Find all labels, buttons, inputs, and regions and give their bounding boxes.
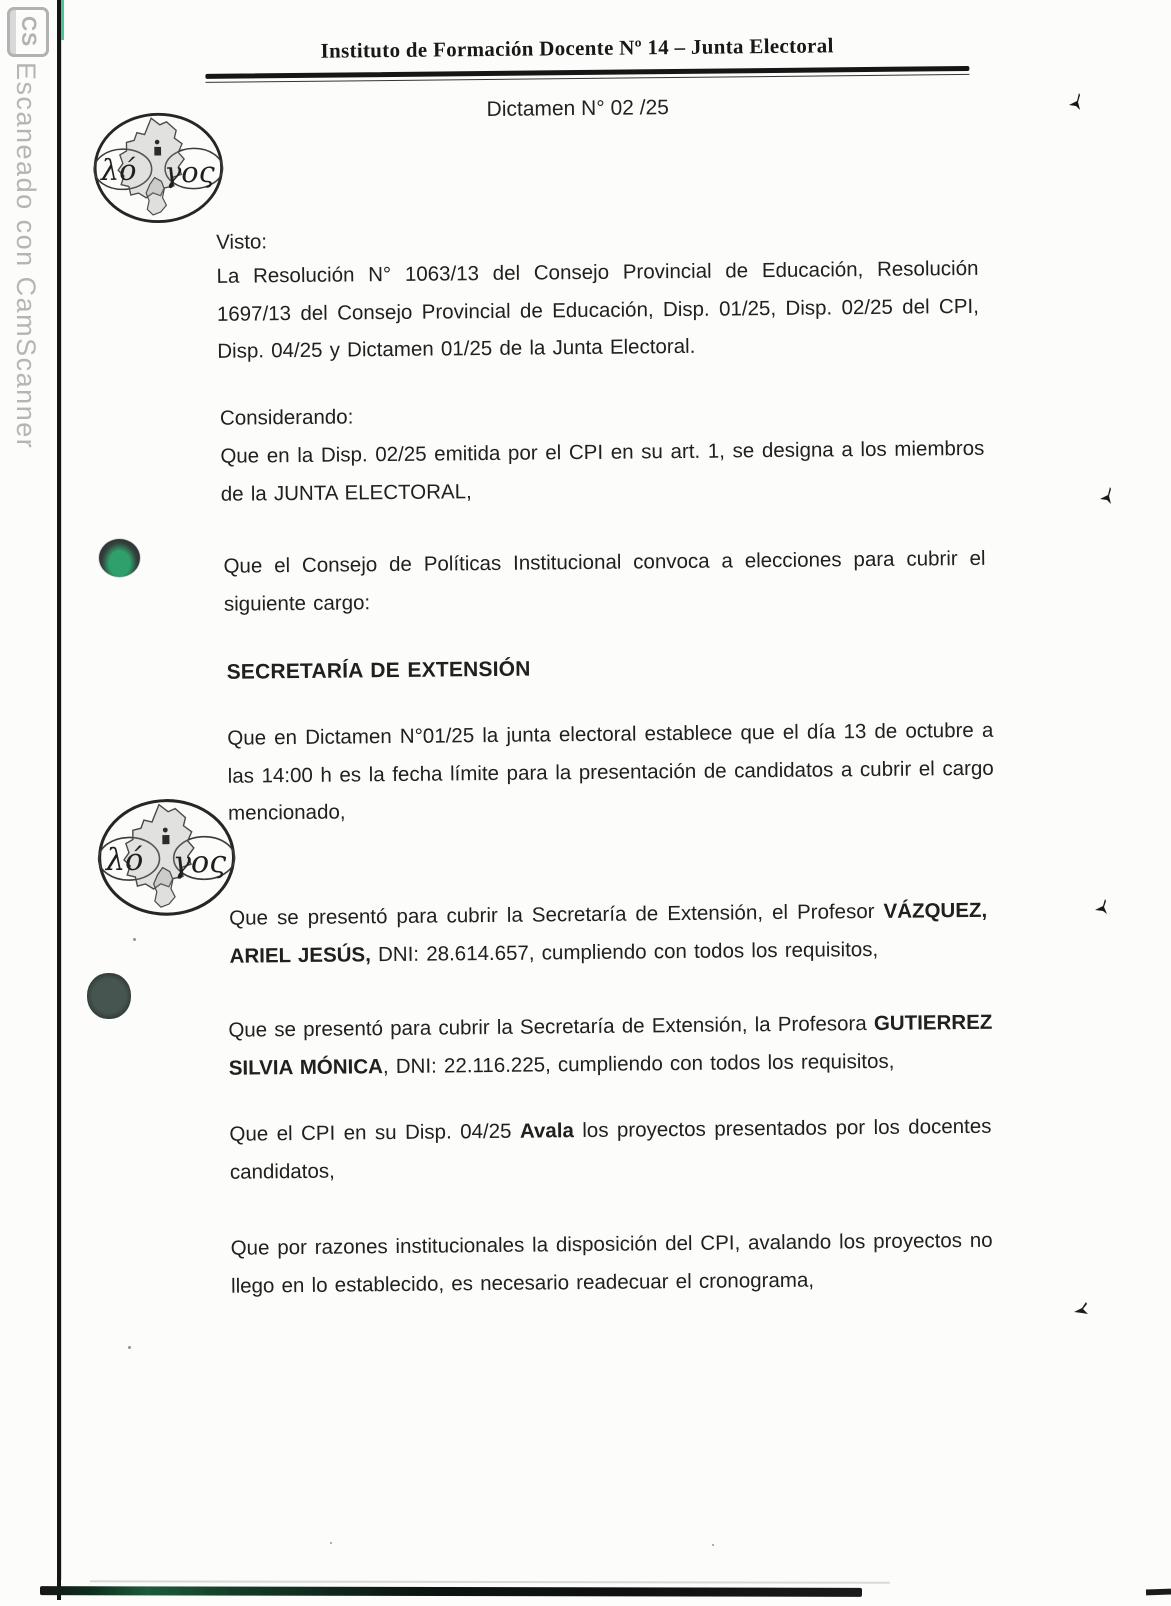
text-run: Que se presentó para cubrir la Secretaría de Extensión, el Profesor <box>229 899 884 930</box>
paragraph-designa: Que en la Disp. 02/25 emitida por el CPI en su art. 1, se designa a los miembros de la JUNTA ELECTORAL, <box>220 436 985 506</box>
text-run: Que el CPI en su Disp. 04/25 <box>229 1119 521 1146</box>
text-run: Avala <box>519 1119 574 1143</box>
paragraph-vazquez <box>229 892 988 975</box>
camscanner-badge-icon: CS <box>7 7 49 57</box>
cargo-heading: SECRETARÍA DE EXTENSIÓN <box>226 657 531 684</box>
visto-paragraph: La Resolución N° 1063/13 del Consejo Provincial de Educación, Resolución 1697/13 del Consejo Provincial de Educación, Disp. 01/25, Disp. 02/25 del CPI, Disp. 04/25 y Dictamen 01/25 de la Junta Electoral. <box>216 256 979 363</box>
text-run: GUTIERREZ SILVIA MÓNICA <box>228 1010 993 1080</box>
text-run: DNI: 28.614.657, cumpliendo con todos los requisitos, <box>370 937 879 966</box>
svg-text:γος: γος <box>172 844 227 881</box>
text-run: Que se presentó para cubrir la Secretaría de Extensión, la Profesora <box>228 1011 875 1042</box>
paragraph-gutierrez <box>228 1004 993 1087</box>
paragraph-convoca: Que el Consejo de Políticas Institucional convoca a elecciones para cubrir el siguiente cargo: <box>223 546 986 616</box>
visto-label: Visto: <box>216 230 268 254</box>
paragraph-razones: Que por razones institucionales la disposición del CPI, avalando los proyectos no llego en lo establecido, es necesario readecuar el cronograma, <box>230 1228 993 1298</box>
svg-text:γος: γος <box>163 154 215 190</box>
text-run: VÁZQUEZ, ARIEL JESÚS, <box>229 898 988 968</box>
document-number: Dictamen N° 02 /25 <box>486 96 670 121</box>
camscanner-watermark: Escaneado con CamScanner <box>11 62 41 450</box>
considerando-label: Considerando: <box>219 405 354 430</box>
text-run: los proyectos presentados por los docentes candidatos, <box>229 1114 992 1184</box>
svg-text:λό: λό <box>100 152 137 188</box>
text-run: , DNI: 22.116.225, cumpliendo con todos los requisitos, <box>382 1049 895 1078</box>
svg-text:λό: λό <box>105 842 144 879</box>
paragraph-avala <box>229 1108 992 1191</box>
institute-seal-icon <box>90 110 227 226</box>
paragraph-dictamen01: Que en Dictamen N°01/25 la junta electoral establece que el día 13 de octubre a las 14:00 h es la fecha límite para la presentación de candidatos a cubrir el cargo mencionado, <box>227 718 994 825</box>
document-header-title: Instituto de Formación Docente Nº 14 – Junta Electoral <box>320 33 834 63</box>
institute-seal-icon <box>95 796 238 919</box>
